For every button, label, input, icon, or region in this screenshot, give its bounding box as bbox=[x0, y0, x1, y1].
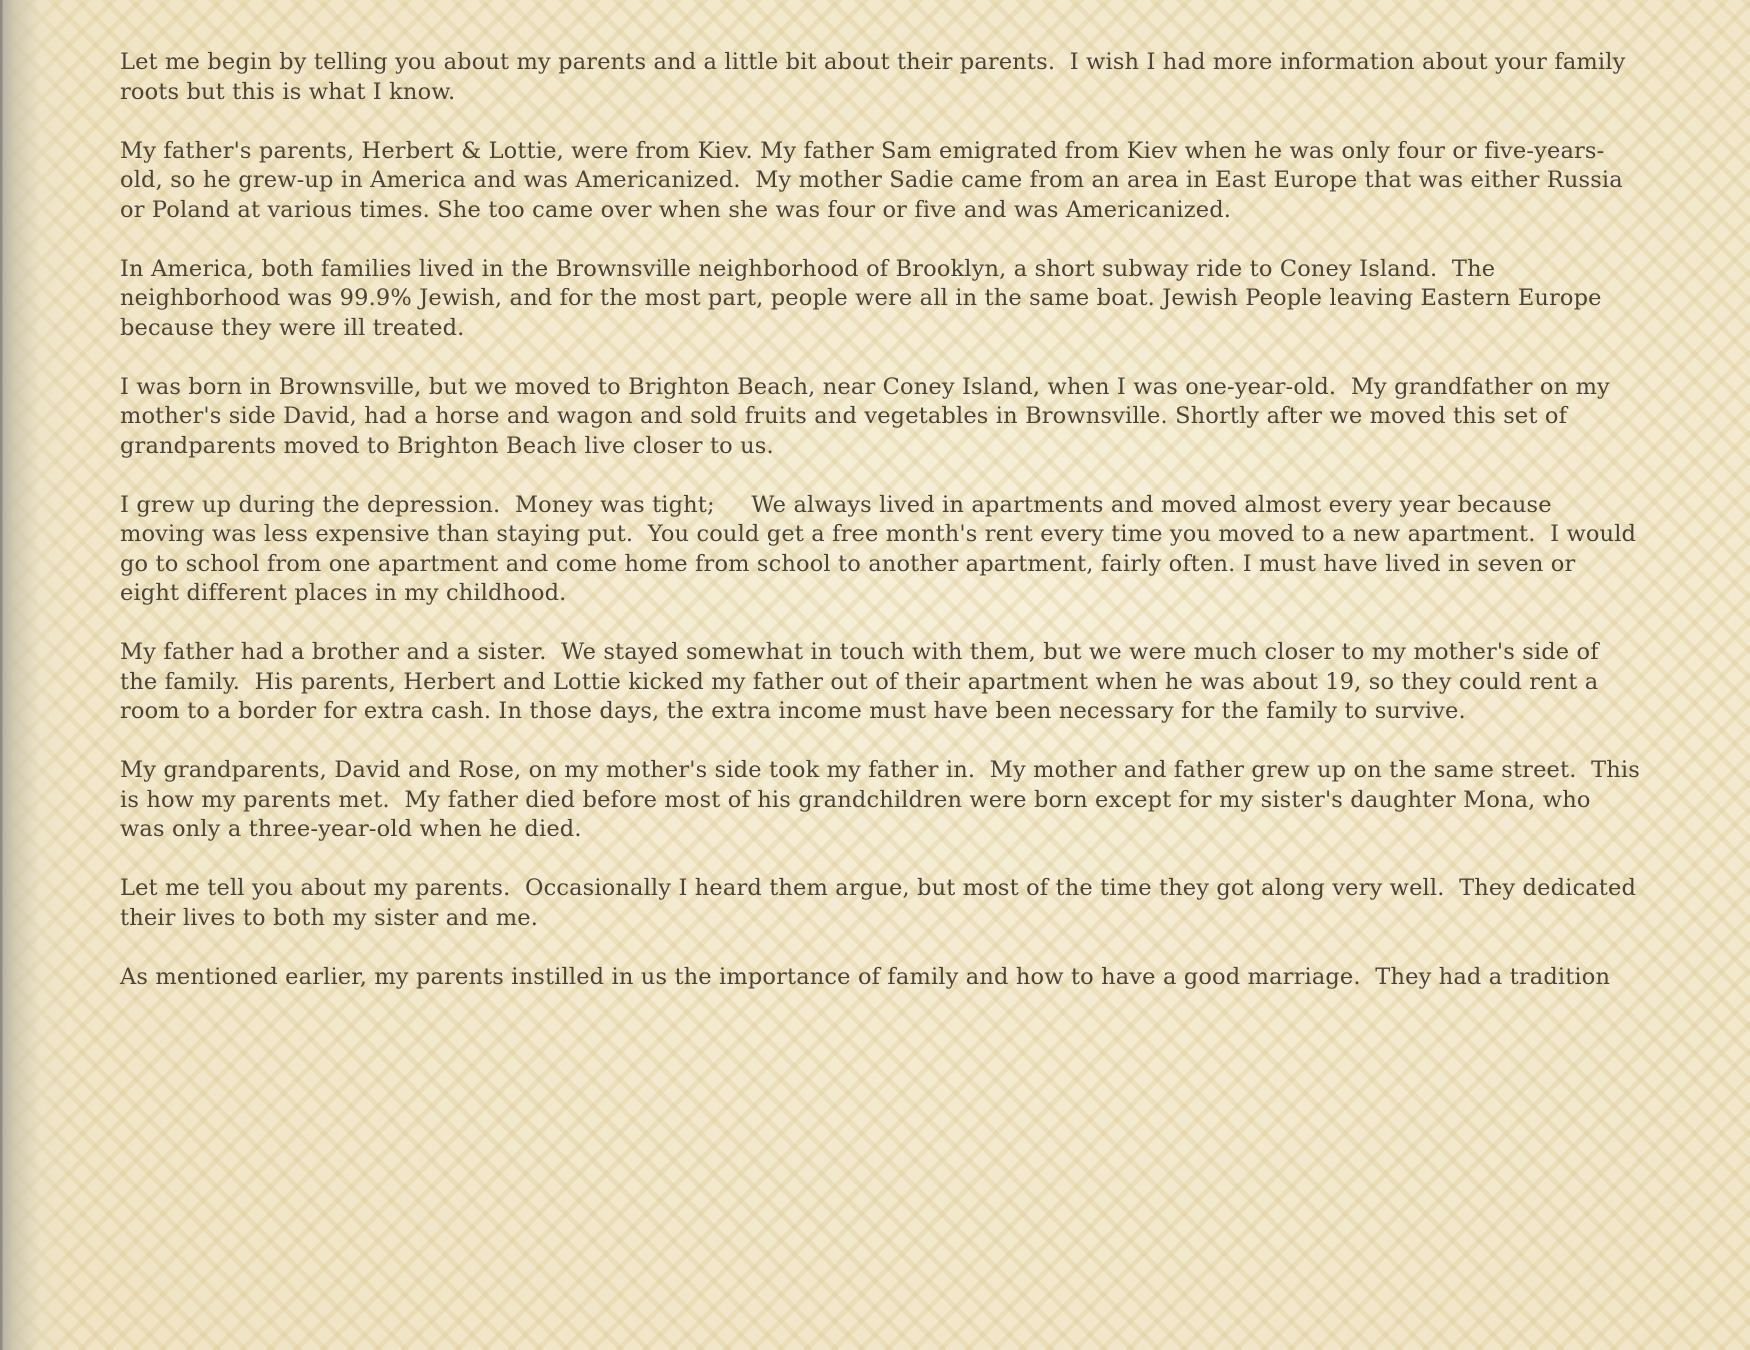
paragraph-8: Let me tell you about my parents. Occasionally I heard them argue, but most of the time they got along very well. They dedicated their lives to both my sister and me. bbox=[120, 875, 1644, 931]
document-page bbox=[120, 48, 1648, 1022]
paragraph-5: I grew up during the depression. Money was tight; We always lived in apartments and moved almost every year because moving was less expensive than staying put. You could get a free month's rent every time you moved to a new apartment. I would go to school from one apartment and come home from school to another apartment, fairly often. I must have lived in seven or eight different places in my childhood. bbox=[120, 491, 1644, 606]
paragraph-7: My grandparents, David and Rose, on my mother's side took my father in. My mother and father grew up on the same street. This is how my parents met. My father died before most of his grandchildren were born except for my sister's daughter Mona, who was only a three-year-old when he died. bbox=[120, 757, 1648, 842]
paragraph-1: Let me begin by telling you about my parents and a little bit about their parents. I wish I had more information about your family roots but this is what I know. bbox=[120, 49, 1633, 105]
paragraph-9: As mentioned earlier, my parents instilled in us the importance of family and how to have a good marriage. They had a tradition bbox=[120, 963, 1611, 990]
paragraph-4: I was born in Brownsville, but we moved to Brighton Beach, near Coney Island, when I was one-year-old. My grandfather on my mother's side David, had a horse and wagon and sold fruits and vegetables in Brownsville. Shortly after we moved this set of grandparents moved to Brighton Beach live closer to us. bbox=[120, 373, 1618, 459]
page-edge-shadow bbox=[0, 0, 70, 1350]
paragraph-6: My father had a brother and a sister. We stayed somewhat in touch with them, but we were much closer to my mother's side of the family. His parents, Herbert and Lottie kicked my father out of their apartment when he was about 19, so they could rent a room to a border for extra cash. In those days, the extra income must have been necessary for the family to survive. bbox=[120, 639, 1607, 724]
paragraph-3: In America, both families lived in the Brownsville neighborhood of Brooklyn, a short subway ride to Coney Island. The neighborhood was 99.9% Jewish, and for the most part, people were all in the same boat. Jewish People leaving Eastern Europe because they were ill treated. bbox=[120, 255, 1609, 341]
paragraph-2: My father's parents, Herbert & Lottie, were from Kiev. My father Sam emigrated from Kiev when he was only four or five-years-old, so he grew-up in America and was Americanized. My mother Sadie came from an area in East Europe that was either Russia or Poland at various times. She too came over when she was four or five and was Americanized. bbox=[120, 137, 1631, 223]
